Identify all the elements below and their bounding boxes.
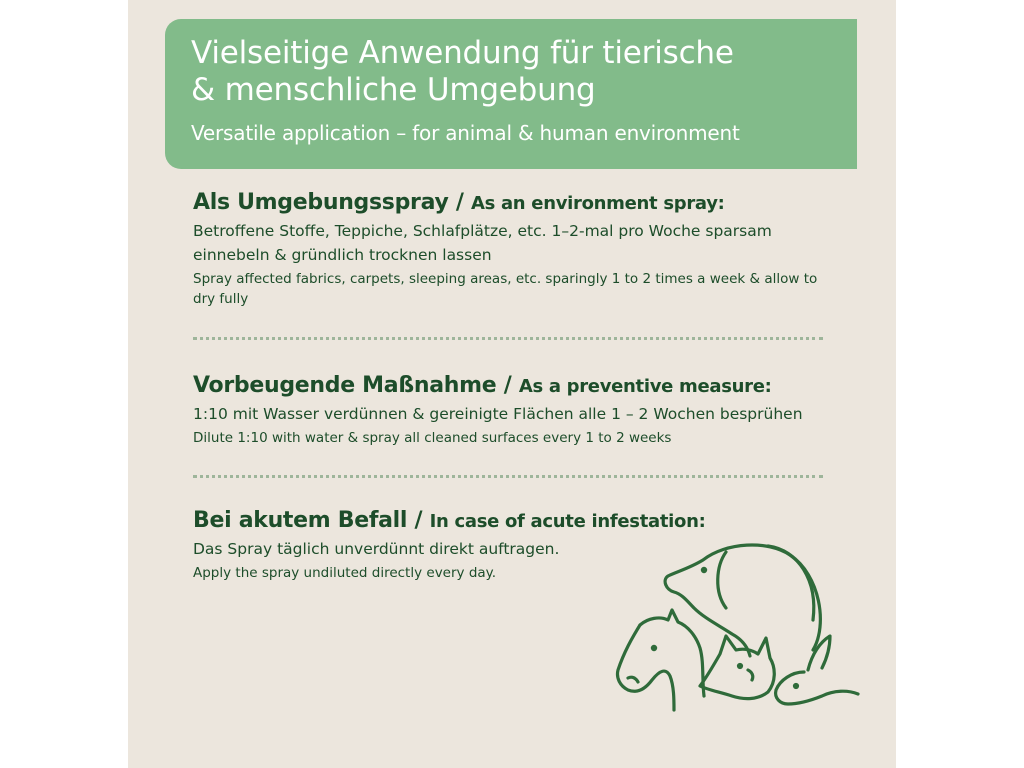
instruction-english: Dilute 1:10 with water & spray all cleaned surfaces every 1 to 2 weeks (193, 430, 672, 446)
heading-english: As an environment spray: (470, 193, 725, 214)
section-environment-spray (193, 189, 833, 309)
section-heading (193, 372, 833, 401)
banner-subtitle: Versatile application – for animal & human environment (191, 121, 740, 145)
instruction-english: Apply the spray undiluted directly every day. (193, 565, 497, 581)
heading-english: In case of acute infestation: (429, 511, 706, 532)
dotted-divider (193, 475, 823, 478)
instruction-german: Betroffene Stoffe, Teppiche, Schlafplätze, etc. 1–2-mal pro Woche sparsam einnebeln & gründlich trocknen lassen (193, 222, 772, 264)
section-preventive-measure (193, 372, 833, 448)
heading-german: Als Umgebungsspray / (193, 190, 464, 215)
banner-title: Vielseitige Anwendung für tierische & menschliche Umgebung (191, 35, 734, 108)
dotted-divider (193, 337, 823, 340)
instruction-german: 1:10 mit Wasser verdünnen & gereinigte Flächen alle 1 – 2 Wochen besprühen (193, 405, 803, 423)
heading-english: As a preventive measure: (518, 376, 772, 397)
section-heading (193, 189, 833, 218)
header-banner (165, 19, 857, 169)
heading-german: Bei akutem Befall / (193, 508, 423, 533)
heading-german: Vorbeugende Maßnahme / (193, 373, 512, 398)
instruction-german: Das Spray täglich unverdünnt direkt auftragen. (193, 540, 560, 558)
animals-line-art-icon (608, 530, 868, 730)
info-card (128, 0, 896, 768)
instruction-english: Spray affected fabrics, carpets, sleeping areas, etc. sparingly 1 to 2 times a week & allow to dry fully (193, 271, 818, 307)
